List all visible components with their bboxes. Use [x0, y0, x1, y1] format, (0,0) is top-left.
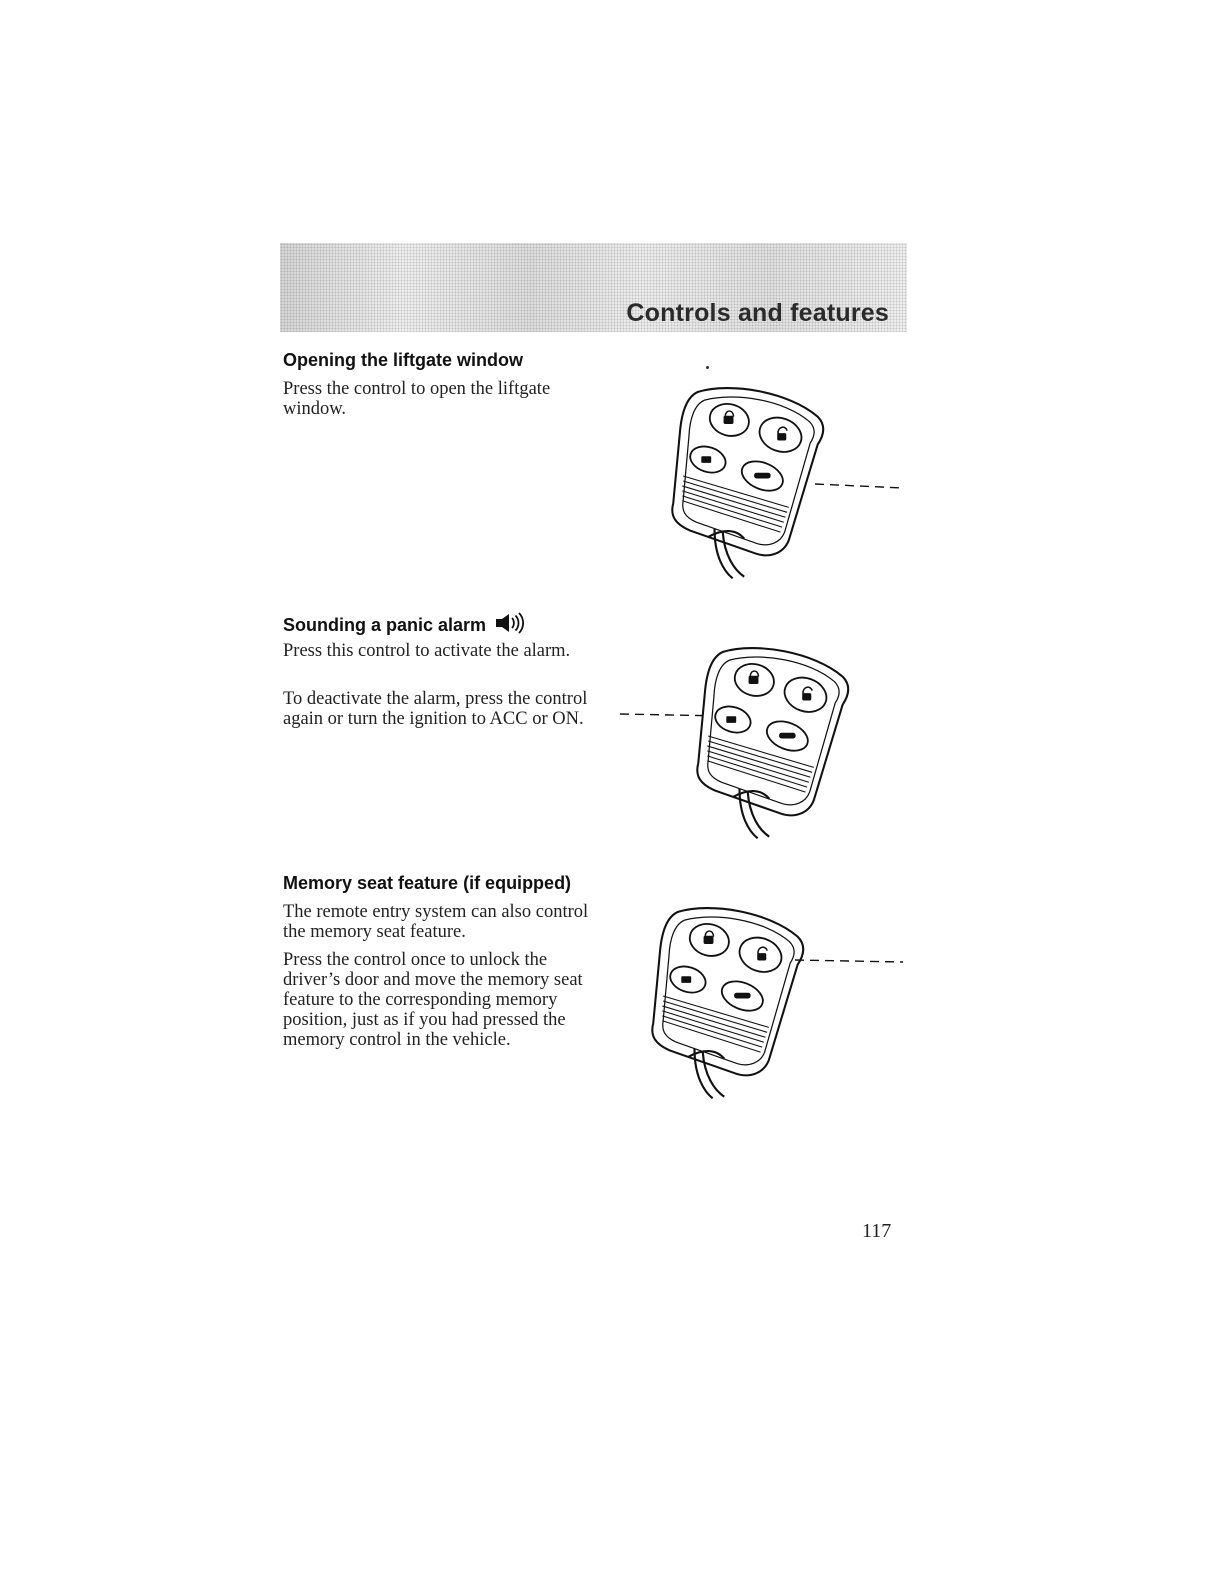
section-liftgate-text: Press the control to open the liftgate window. [283, 379, 551, 419]
keyfob-unlock-icon [645, 896, 905, 1116]
section-title-memory-seat: Memory seat feature (if equipped) [283, 873, 572, 893]
section-title-panic-alarm-text: Sounding a panic alarm [283, 615, 487, 635]
page-header-title: Controls and features [626, 299, 889, 327]
section-memory-text-2: Press the control once to unlock the driver’s door and move the memory seat feature to the corresponding memory position, just as if you had pressed the memory control in the vehicle. [283, 950, 583, 1050]
section-title-liftgate: Opening the liftgate window [283, 350, 523, 370]
keyfob-liftgate-icon [665, 376, 905, 596]
header-band [280, 243, 907, 332]
speaker-icon [495, 612, 525, 639]
print-speck [706, 366, 709, 369]
section-memory-text-1: The remote entry system can also control the memory seat feature. [283, 902, 589, 942]
section-title-panic-alarm [283, 612, 525, 639]
page-number: 117 [862, 1220, 892, 1242]
section-panic-text-1: Press this control to activate the alarm. [283, 641, 571, 661]
section-panic-text-2: To deactivate the alarm, press the control again or turn the ignition to ACC or ON. [283, 689, 588, 729]
keyfob-panic-icon [618, 636, 868, 856]
